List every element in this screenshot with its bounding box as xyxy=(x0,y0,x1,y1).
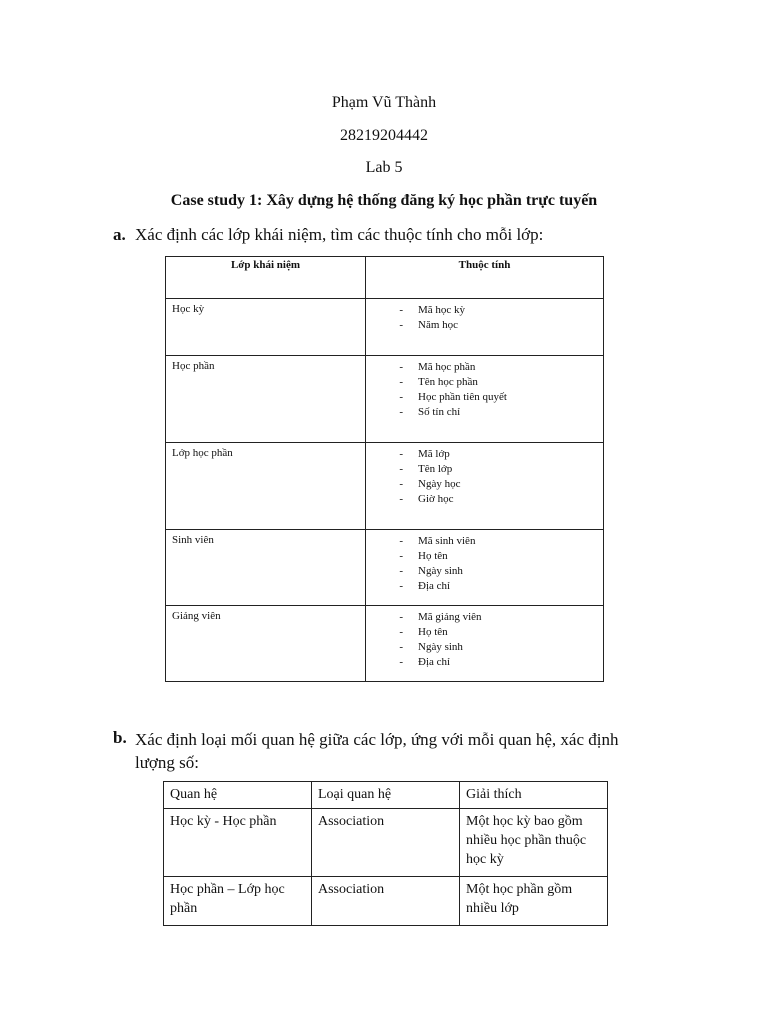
attribute: Mã sinh viên xyxy=(418,534,476,547)
attribute: Giờ học xyxy=(418,492,454,505)
attribute: Mã giảng viên xyxy=(418,610,482,623)
student-id: 28219204442 xyxy=(340,127,428,144)
attribute: Năm học xyxy=(418,318,459,331)
list-item: - Địa chỉ xyxy=(399,579,451,592)
relationship-type-cell: Association xyxy=(312,877,460,926)
author-name: Phạm Vũ Thành xyxy=(331,94,437,111)
lab-title: Lab 5 xyxy=(365,159,403,176)
list-item: - Họ tên xyxy=(399,625,448,638)
column-header-attributes: Thuộc tính xyxy=(366,257,604,299)
attribute-list xyxy=(366,443,604,530)
class-name: Lớp học phần xyxy=(166,443,366,530)
list-item: - Ngày học xyxy=(399,477,461,490)
attribute: Tên lớp xyxy=(418,462,453,475)
list-item: - Mã học kỳ xyxy=(399,303,466,316)
class-name: Giảng viên xyxy=(166,606,366,682)
table-row xyxy=(164,877,608,926)
attribute: Địa chỉ xyxy=(418,655,451,668)
relationship-table xyxy=(163,781,608,926)
list-item: - Địa chỉ xyxy=(399,655,451,668)
attribute: Ngày sinh xyxy=(418,564,463,577)
list-item: - Năm học xyxy=(399,318,459,331)
attribute: Số tín chỉ xyxy=(418,405,461,418)
list-item: - Tên lớp xyxy=(399,462,453,475)
relationship-cell: Học kỳ - Học phần xyxy=(164,809,312,877)
case-study-title: Case study 1: Xây dựng hệ thống đăng ký học phần trực tuyến xyxy=(170,192,598,209)
table-row xyxy=(166,606,604,682)
attribute: Ngày học xyxy=(418,477,461,490)
list-item: - Tên học phần xyxy=(399,375,478,388)
table-row xyxy=(166,443,604,530)
attribute: Họ tên xyxy=(418,625,448,638)
relationship-type-cell: Association xyxy=(312,809,460,877)
section-a-mark: a. xyxy=(113,225,126,244)
column-header-explanation: Giải thích xyxy=(460,782,608,809)
column-header-type: Loại quan hệ xyxy=(312,782,460,809)
table-header-row xyxy=(164,782,608,809)
list-item: - Giờ học xyxy=(399,492,454,505)
list-item: - Mã học phần xyxy=(399,360,476,373)
table-row xyxy=(166,356,604,443)
class-attributes-table xyxy=(165,256,604,682)
section-a-text: Xác định các lớp khái niệm, tìm các thuộc tính cho mỗi lớp: xyxy=(135,225,544,244)
attribute: Mã học phần xyxy=(418,360,476,373)
attribute: Mã lớp xyxy=(418,447,450,460)
attribute: Họ tên xyxy=(418,549,448,562)
class-name: Sinh viên xyxy=(166,530,366,606)
table-row xyxy=(164,809,608,877)
attribute-list xyxy=(366,530,604,606)
section-b-text: Xác định loại mối quan hệ giữa các lớp, ứng với mỗi quan hệ, xác định lượng số: xyxy=(135,730,619,772)
list-item: - Mã lớp xyxy=(399,447,450,460)
section-b-mark-wrap xyxy=(113,728,135,748)
list-item: - Ngày sinh xyxy=(399,640,463,653)
column-header-class: Lớp khái niệm xyxy=(166,257,366,299)
attribute: Ngày sinh xyxy=(418,640,463,653)
explanation-cell: Một học kỳ bao gồm nhiều học phần thuộc học kỳ xyxy=(460,809,608,877)
explanation-cell: Một học phần gồm nhiều lớp xyxy=(460,877,608,926)
column-header-relationship: Quan hệ xyxy=(164,782,312,809)
table-row xyxy=(166,530,604,606)
table-header-row xyxy=(166,257,604,299)
attribute-list xyxy=(366,299,604,356)
list-item: - Học phần tiên quyết xyxy=(399,390,507,403)
list-item: - Mã sinh viên xyxy=(399,534,476,547)
attribute-list xyxy=(366,606,604,682)
attribute: Học phần tiên quyết xyxy=(418,390,507,403)
attribute-list xyxy=(366,356,604,443)
list-item: - Số tín chỉ xyxy=(399,405,461,418)
section-b-mark: b. xyxy=(113,728,127,747)
class-name: Học phần xyxy=(166,356,366,443)
attribute: Mã học kỳ xyxy=(418,303,466,316)
attribute: Tên học phần xyxy=(418,375,478,388)
relationship-cell: Học phần – Lớp học phần xyxy=(164,877,312,926)
list-item: - Ngày sinh xyxy=(399,564,463,577)
table-row xyxy=(166,299,604,356)
attribute: Địa chỉ xyxy=(418,579,451,592)
class-name: Học kỳ xyxy=(166,299,366,356)
section-a-heading xyxy=(113,225,543,245)
list-item: - Họ tên xyxy=(399,549,448,562)
list-item: - Mã giảng viên xyxy=(399,610,482,623)
